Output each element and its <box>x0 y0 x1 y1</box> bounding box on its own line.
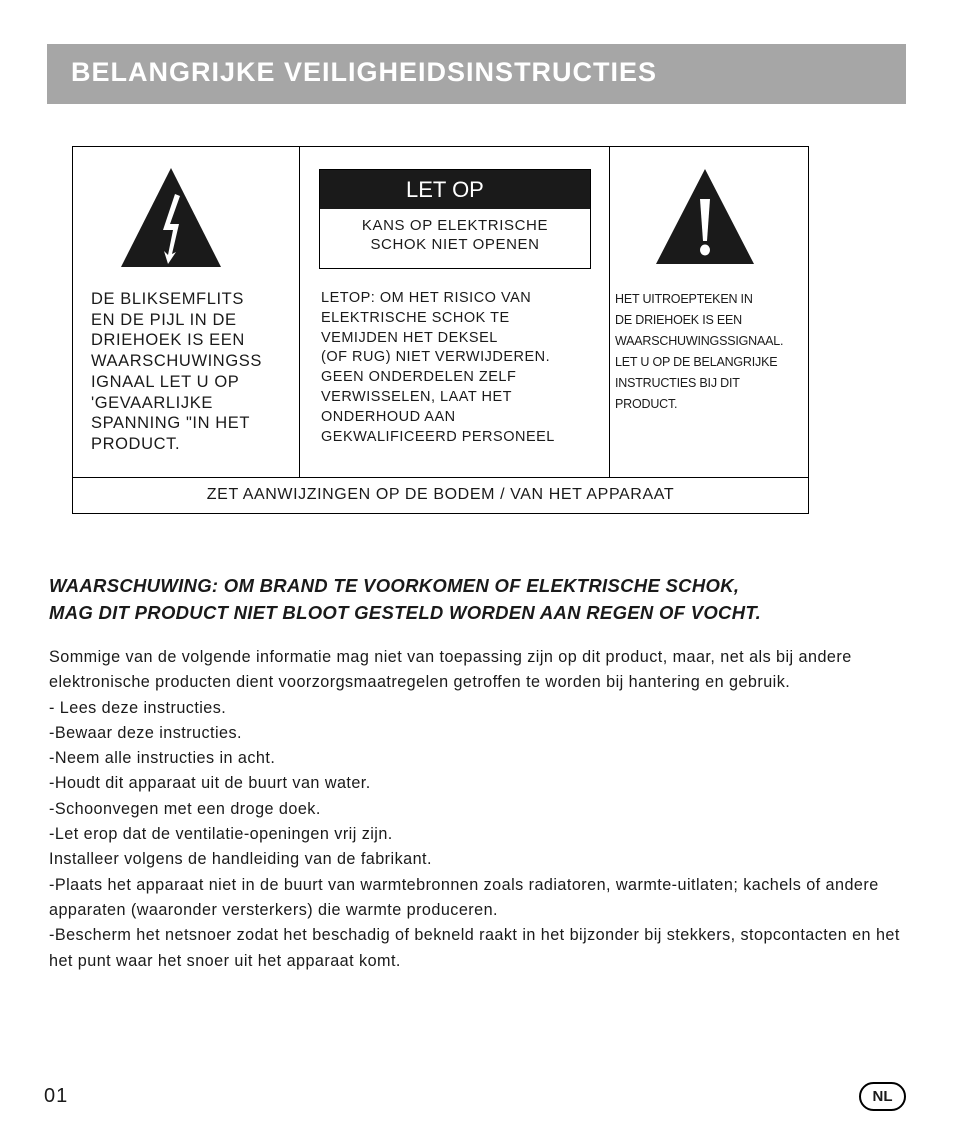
caution-heading: LET OP <box>320 170 590 209</box>
language-badge: NL <box>859 1082 906 1111</box>
box-footer-text: ZET AANWIJZINGEN OP DE BODEM / VAN HET APPARAAT <box>206 486 675 503</box>
exclamation-triangle-icon <box>654 167 756 266</box>
lightning-triangle-icon <box>119 166 223 269</box>
list-item: -Let erop dat de ventilatie-openingen vrij zijn. <box>49 825 393 844</box>
list-item: -Houdt dit apparaat uit de buurt van water. <box>49 774 371 793</box>
exclamation-warning-text: HET UITROEPTEKEN IN DE DRIEHOEK IS EEN WAARSCHUWINGSSIGNAAL. LET U OP DE BELANGRIJKE INSTRUCTIES BIJ DIT PRODUCT. <box>615 292 784 411</box>
list-item: -Bescherm het netsnoer zodat het beschadig of bekneld raakt in het bijzonder bij stekkers, stopcontacten en het het punt waar het snoer uit het apparaat komt. <box>49 926 900 970</box>
list-item: -Plaats het apparaat niet in de buurt van warmtebronnen zoals radiatoren, warmte-uitlaten; kachels of andere apparaten (waaronder versterkers) die warmte produceren. <box>49 875 879 919</box>
caution-subheading: KANS OP ELEKTRISCHE SCHOK NIET OPENEN <box>361 217 549 253</box>
list-item: Installeer volgens de handleiding van de fabrikant. <box>49 850 432 869</box>
caution-text: LETOP: OM HET RISICO VAN ELEKTRISCHE SCHOK TE VEMIJDEN HET DEKSEL (OF RUG) NIET VERWIJDEREN. GEEN ONDERDELEN ZELF VERWISSELEN, LAAT HET ONDERHOUD AAN GEKWALIFICEERD PERSONEEL <box>321 290 555 445</box>
caution-label <box>319 169 591 269</box>
list-item: - Lees deze instructies. <box>49 698 227 717</box>
intro-paragraph: Sommige van de volgende informatie mag niet van toepassing zijn op dit product, maar, net als bij andere elektronische producten dient voorzorgsmaatregelen getroffen te worden bij hantering en gebruik. <box>49 648 852 692</box>
page-number: 01 <box>44 1085 69 1107</box>
lightning-warning-text: DE BLIKSEMFLITS EN DE PIJL IN DE DRIEHOEK IS EEN WAARSCHUWINGSS IGNAAL LET U OP 'GEVAARLIJKE SPANNING "IN HET PRODUCT. <box>91 290 262 453</box>
column-divider <box>609 147 610 477</box>
warning-label-box <box>72 146 809 514</box>
header-bar <box>47 44 906 104</box>
list-item: -Schoonvegen met een droge doek. <box>49 799 321 818</box>
list-item: -Bewaar deze instructies. <box>49 723 242 742</box>
row-divider <box>73 477 808 478</box>
fire-shock-warning <box>49 572 919 626</box>
list-item: -Neem alle instructies in acht. <box>49 749 276 768</box>
page-title: BELANGRIJKE VEILIGHEIDSINSTRUCTIES <box>71 57 658 87</box>
instructions-body <box>49 645 919 974</box>
column-divider <box>299 147 300 477</box>
warning-line: WAARSCHUWING: OM BRAND TE VOORKOMEN OF ELEKTRISCHE SCHOK, <box>49 575 740 596</box>
warning-line: MAG DIT PRODUCT NIET BLOOT GESTELD WORDEN AAN REGEN OF VOCHT. <box>49 602 762 623</box>
